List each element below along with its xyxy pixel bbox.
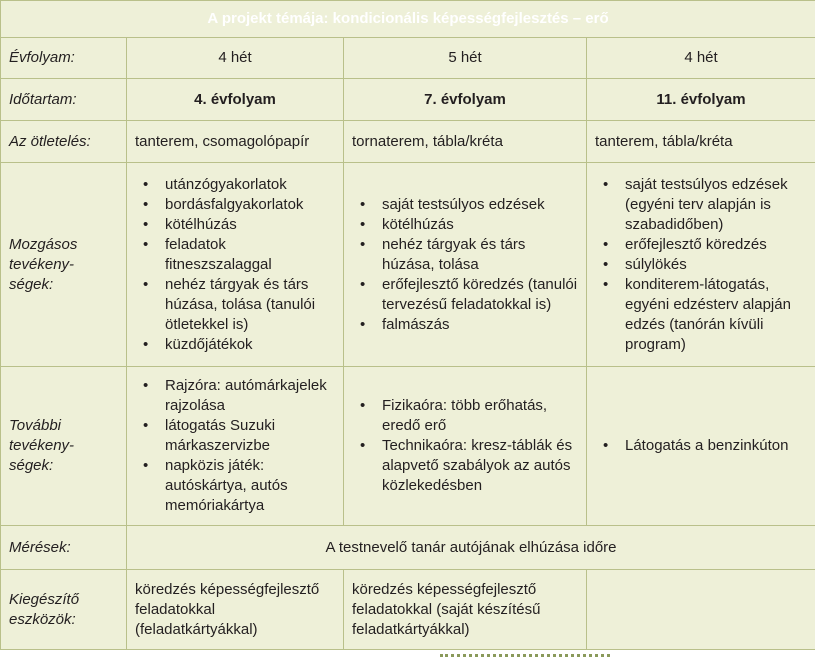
list-item: • küzdőjátékok [151, 335, 335, 355]
dotted-divider [440, 651, 610, 657]
cell-tovabbi-3 [587, 367, 815, 526]
cell-evfolyam-2: 5 hét [344, 38, 587, 79]
list-item: • látogatás Suzuki márkaszervizbe [151, 416, 335, 456]
cell-evfolyam-3: 4 hét [587, 38, 815, 79]
list-item: • falmászás [368, 315, 578, 335]
list-item: • saját testsúlyos edzések (egyéni terv alapján is szabadidőben) [611, 175, 807, 235]
list-item: • utánzógyakorlatok [151, 175, 335, 195]
bullet-list [352, 195, 578, 335]
table-row-mozgasos [1, 163, 815, 367]
row-label-kiegeszito: Kiegészítő eszközök: [1, 570, 127, 650]
row-label-mozgasos: Mozgásos tevékeny-ségek: [1, 163, 127, 367]
cell-otleteles-3: tanterem, tábla/kréta [587, 121, 815, 163]
row-label-otleteles: Az ötletelés: [1, 121, 127, 163]
list-item: • napközis játék: autóskártya, autós memóriakártya [151, 456, 335, 516]
cell-kiegeszito-3 [587, 570, 815, 650]
row-label-tovabbi: További tevékeny-ségek: [1, 367, 127, 526]
table-row-evfolyam [1, 38, 815, 79]
list-item: • Látogatás a benzinkúton [611, 436, 807, 456]
bullet-list [135, 175, 335, 355]
cell-idotartam-2: 7. évfolyam [344, 79, 587, 121]
table-row-tovabbi [1, 367, 815, 526]
cell-mozgasos-3 [587, 163, 815, 367]
list-item: • kötélhúzás [151, 215, 335, 235]
cell-tovabbi-1 [127, 367, 344, 526]
title-row [1, 1, 815, 38]
list-item: • súlylökés [611, 255, 807, 275]
table-row-idotartam [1, 79, 815, 121]
row-label-evfolyam: Évfolyam: [1, 38, 127, 79]
cell-kiegeszito-2: köredzés képességfejlesztő feladatokkal (saját készítésű feladatkártyákkal) [344, 570, 587, 650]
list-item: • kötélhúzás [368, 215, 578, 235]
list-item: • Fizikaóra: több erőhatás, eredő erő [368, 396, 578, 436]
table-row-meresek [1, 526, 815, 570]
cell-evfolyam-1: 4 hét [127, 38, 344, 79]
cell-otleteles-1: tanterem, csomagolópapír [127, 121, 344, 163]
cell-otleteles-2: tornaterem, tábla/kréta [344, 121, 587, 163]
row-label-meresek: Mérések: [1, 526, 127, 570]
list-item: • konditerem-látogatás, egyéni edzésterv alapján edzés (tanórán kívüli program) [611, 275, 807, 355]
list-item: • Rajzóra: autómárkajelek rajzolása [151, 376, 335, 416]
list-item: • nehéz tárgyak és társ húzása, tolása [368, 235, 578, 275]
list-item: • erőfejlesztő köredzés (tanulói tervezésű feladatokkal is) [368, 275, 578, 315]
bullet-list [135, 376, 335, 516]
list-item: • saját testsúlyos edzések [368, 195, 578, 215]
bullet-list [352, 396, 578, 496]
cell-idotartam-1: 4. évfolyam [127, 79, 344, 121]
list-item: • Technikaóra: kresz-táblák és alapvető szabályok az autós közlekedésben [368, 436, 578, 496]
cell-kiegeszito-1: köredzés képességfejlesztő feladatokkal (feladatkártyákkal) [127, 570, 344, 650]
table-row-otleteles [1, 121, 815, 163]
bullet-list [595, 436, 807, 456]
project-title: A projekt témája: kondicionális képességfejlesztés – erő [1, 1, 815, 38]
list-item: • bordásfalgyakorlatok [151, 195, 335, 215]
cell-mozgasos-1 [127, 163, 344, 367]
list-item: • erőfejlesztő köredzés [611, 235, 807, 255]
cell-tovabbi-2 [344, 367, 587, 526]
cell-idotartam-3: 11. évfolyam [587, 79, 815, 121]
cell-meresek: A testnevelő tanár autójának elhúzása időre [127, 526, 815, 570]
cell-mozgasos-2 [344, 163, 587, 367]
row-label-idotartam: Időtartam: [1, 79, 127, 121]
list-item: • feladatok fitneszszalaggal [151, 235, 335, 275]
list-item: • nehéz tárgyak és társ húzása, tolása (tanulói ötletekkel is) [151, 275, 335, 335]
bullet-list [595, 175, 807, 355]
table-row-kiegeszito [1, 570, 815, 650]
